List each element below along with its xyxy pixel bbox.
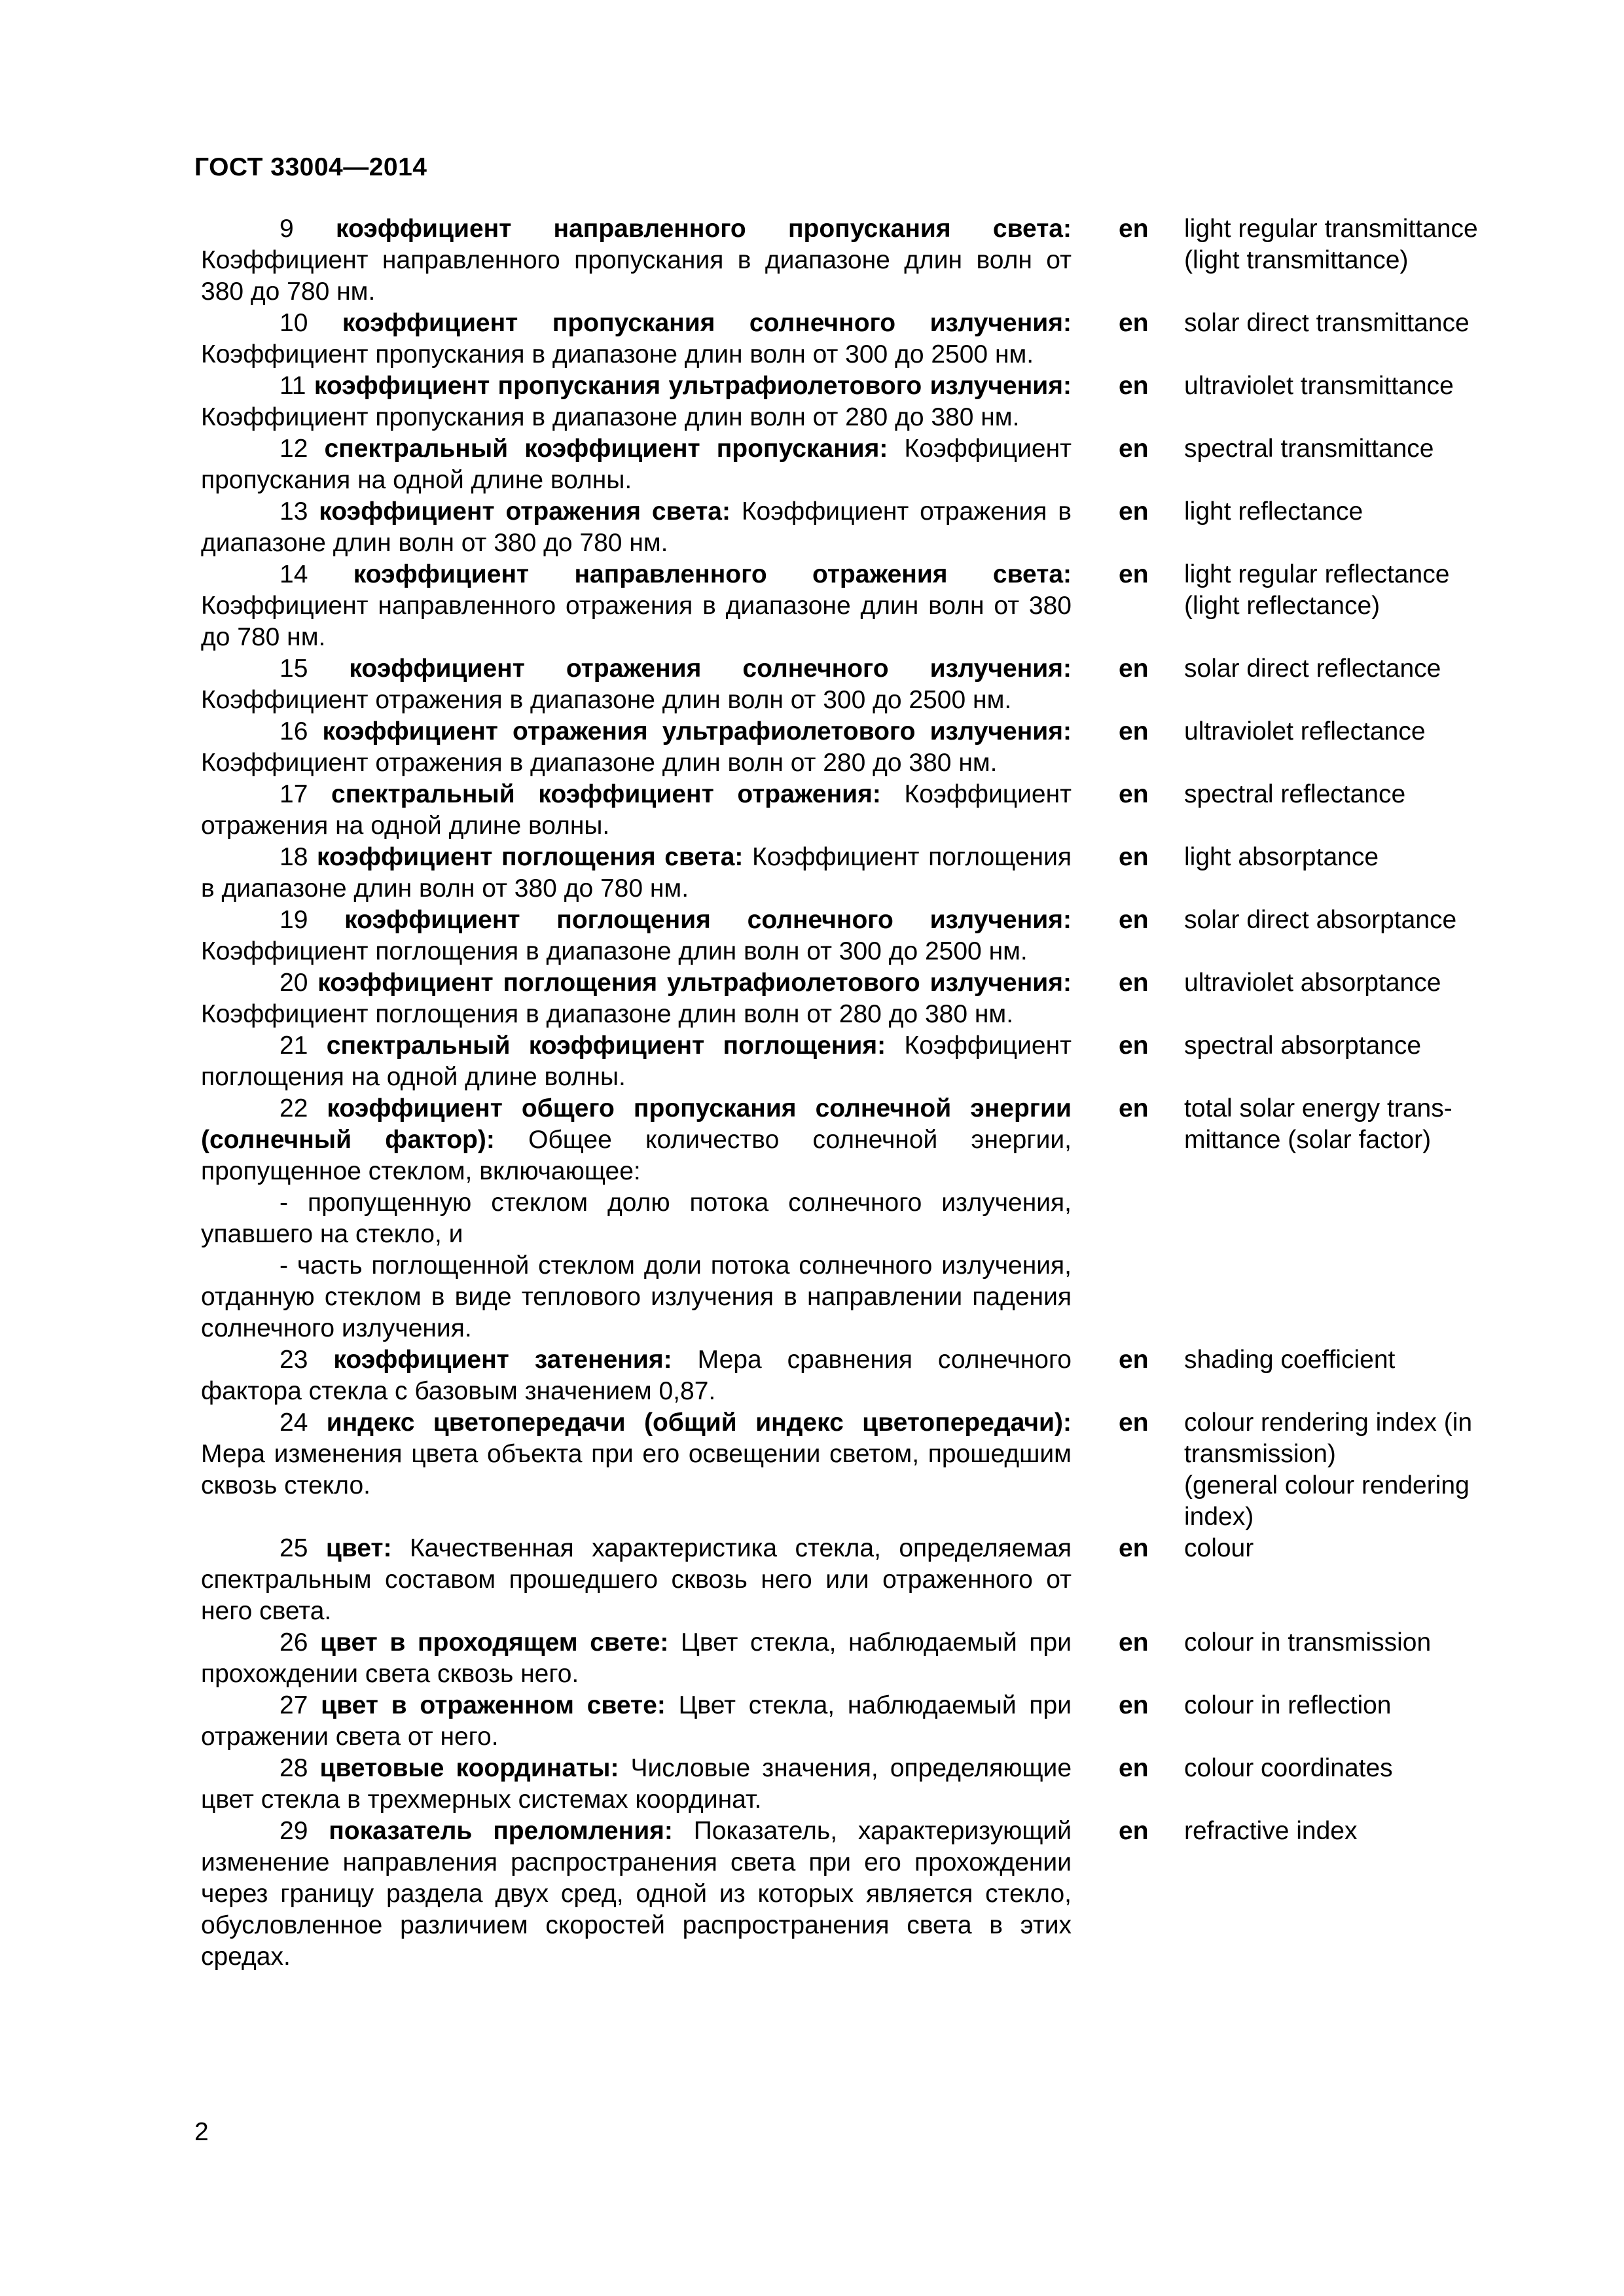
term-entry-11 — [201, 370, 1530, 433]
term-name: цветовые координаты: — [319, 1754, 619, 1782]
term-entry-13 — [201, 496, 1530, 559]
term-english: light absorptance — [1184, 843, 1379, 871]
term-definition: Коэффициент отражения в диапазоне длин волн от 380 до 780 нм. — [201, 497, 1072, 557]
language-code: en — [1119, 1031, 1149, 1060]
term-number: 21 — [280, 1031, 308, 1060]
term-number: 16 — [280, 717, 308, 745]
definition-bullet: - пропущенную стеклом долю потока солнечного излучения, упавшего на стекло, и — [201, 1189, 1072, 1248]
term-name: спектральный коэффициент пропускания: — [324, 435, 888, 463]
term-name: показатель преломления: — [329, 1817, 673, 1845]
term-name: коэффициент пропускания ультрафиолетового излучения: — [314, 372, 1072, 400]
language-code: en — [1119, 1346, 1149, 1374]
term-definition-ru — [201, 1753, 1072, 1816]
term-english: colour — [1184, 1534, 1254, 1562]
term-definition-ru — [201, 779, 1072, 842]
term-definition: Общее количество солнечной энергии, пропущенное стеклом, включающее: — [201, 1126, 1072, 1185]
term-definition: Коэффициент поглощения на одной длине волны. — [201, 1031, 1072, 1091]
term-definition-ru — [201, 370, 1072, 433]
language-code: en — [1119, 372, 1149, 400]
term-english: solar direct reflectance — [1184, 655, 1441, 683]
term-definition-ru — [201, 1093, 1072, 1344]
term-number: 20 — [280, 969, 308, 997]
term-entry-15 — [201, 653, 1530, 716]
term-definition: Мера изменения цвета объекта при его освещении светом, прошедшим сквозь стекло. — [201, 1440, 1072, 1499]
term-number: 23 — [280, 1346, 308, 1374]
language-code: en — [1119, 969, 1149, 997]
language-code: en — [1119, 215, 1149, 243]
term-number: 28 — [280, 1754, 308, 1782]
term-definition-ru — [201, 213, 1072, 308]
term-name: коэффициент отражения солнечного излучения: — [349, 655, 1072, 683]
term-definition-ru — [201, 433, 1072, 496]
term-number: 22 — [280, 1094, 308, 1122]
term-definition: Коэффициент поглощения в диапазоне длин волн от 380 до 780 нм. — [201, 843, 1072, 903]
term-number: 11 — [280, 372, 306, 400]
term-name: коэффициент направленного пропускания света: — [335, 215, 1072, 243]
language-code: en — [1119, 655, 1149, 683]
term-definition-ru — [201, 1030, 1072, 1093]
language-code: en — [1119, 843, 1149, 871]
term-english: total solar energy trans- mittance (solar factor) — [1184, 1094, 1453, 1154]
term-entry-29 — [201, 1816, 1530, 1973]
term-number: 10 — [280, 309, 308, 337]
term-definition-ru — [201, 716, 1072, 779]
term-name: коэффициент поглощения ультрафиолетового излучения: — [317, 969, 1072, 997]
term-entry-24 — [201, 1407, 1530, 1533]
language-code: en — [1119, 1628, 1149, 1657]
term-definition: Мера сравнения солнечного фактора стекла с базовым значением 0,87. — [201, 1346, 1072, 1405]
term-number: 17 — [280, 780, 308, 808]
term-definition-ru — [201, 1816, 1072, 1973]
term-definition: Коэффициент пропускания на одной длине волны. — [201, 435, 1072, 494]
term-name: коэффициент пропускания солнечного излучения: — [342, 309, 1072, 337]
term-english: ultraviolet absorptance — [1184, 969, 1441, 997]
term-definition-ru — [201, 842, 1072, 905]
term-name: коэффициент поглощения солнечного излучения: — [344, 906, 1072, 934]
term-english: spectral transmittance — [1184, 435, 1434, 463]
term-definition-ru — [201, 1407, 1072, 1501]
term-definition: Коэффициент отражения на одной длине волны. — [201, 780, 1072, 840]
term-english: light reflectance — [1184, 497, 1363, 526]
language-code: en — [1119, 1817, 1149, 1845]
term-name: индекс цветопередачи (общий индекс цветопередачи): — [326, 1408, 1072, 1437]
term-english: solar direct absorptance — [1184, 906, 1457, 934]
term-english: shading coefficient — [1184, 1346, 1396, 1374]
term-english: colour in reflection — [1184, 1691, 1392, 1719]
language-code: en — [1119, 1534, 1149, 1562]
document-header: ГОСТ 33004—2014 — [194, 153, 427, 181]
language-code: en — [1119, 435, 1149, 463]
term-definition: Цвет стекла, наблюдаемый при прохождении света сквозь него. — [201, 1628, 1072, 1688]
term-definition-ru — [201, 653, 1072, 716]
term-definition-ru — [201, 905, 1072, 967]
term-number: 29 — [280, 1817, 308, 1845]
term-number: 24 — [280, 1408, 308, 1437]
term-number: 27 — [280, 1691, 308, 1719]
term-number: 14 — [280, 560, 308, 588]
term-entry-17 — [201, 779, 1530, 842]
term-name: коэффициент отражения ультрафиолетового излучения: — [322, 717, 1072, 745]
term-definition: Коэффициент отражения в диапазоне длин волн от 300 до 2500 нм. — [201, 686, 1012, 714]
term-definition: Коэффициент поглощения в диапазоне длин волн от 280 до 380 нм. — [201, 1000, 1014, 1028]
term-definition: Коэффициент пропускания в диапазоне длин волн от 280 до 380 нм. — [201, 403, 1020, 431]
language-code: en — [1119, 497, 1149, 526]
term-entry-9 — [201, 213, 1530, 308]
term-number: 26 — [280, 1628, 308, 1657]
language-code: en — [1119, 717, 1149, 745]
term-definition-ru — [201, 967, 1072, 1030]
term-name: коэффициент затенения: — [333, 1346, 672, 1374]
term-definition: Показатель, характеризующий изменение направления распространения света при его прохождении через границу раздела двух сред, одной из которых является стекло, обусловленное различием скоростей распространения света в этих средах. — [201, 1817, 1072, 1971]
term-definition-ru — [201, 308, 1072, 370]
term-entry-25 — [201, 1533, 1530, 1627]
term-name: коэффициент отражения света: — [319, 497, 731, 526]
language-code: en — [1119, 780, 1149, 808]
language-code: en — [1119, 309, 1149, 337]
term-entry-27 — [201, 1690, 1530, 1753]
term-english: solar direct transmittance — [1184, 309, 1470, 337]
term-name: спектральный коэффициент поглощения: — [326, 1031, 886, 1060]
term-entry-23 — [201, 1344, 1530, 1407]
term-definition: Коэффициент направленного отражения в диапазоне длин волн от 380 до 780 нм. — [201, 592, 1072, 651]
term-name: коэффициент общего пропускания солнечной энергии (солнечный фактор): — [201, 1094, 1072, 1154]
term-entry-26 — [201, 1627, 1530, 1690]
page-number: 2 — [194, 2118, 209, 2146]
language-code: en — [1119, 1408, 1149, 1437]
term-definition: Качественная характеристика стекла, определяемая спектральным составом прошедшего сквозь него или отраженного от него света. — [201, 1534, 1072, 1625]
term-number: 12 — [280, 435, 308, 463]
term-definition-ru — [201, 1344, 1072, 1407]
term-english: colour coordinates — [1184, 1754, 1393, 1782]
term-english: ultraviolet reflectance — [1184, 717, 1426, 745]
term-english: colour rendering index (in transmission) (general colour rendering index) — [1184, 1408, 1473, 1531]
language-code: en — [1119, 1691, 1149, 1719]
term-entry-10 — [201, 308, 1530, 370]
term-definition-ru — [201, 559, 1072, 653]
term-english: ultraviolet transmittance — [1184, 372, 1454, 400]
term-number: 25 — [280, 1534, 308, 1562]
term-english: refractive index — [1184, 1817, 1358, 1845]
term-entry-19 — [201, 905, 1530, 967]
language-code: en — [1119, 560, 1149, 588]
term-number: 9 — [280, 215, 294, 243]
term-name: коэффициент поглощения света: — [317, 843, 744, 871]
term-definition: Коэффициент поглощения в диапазоне длин волн от 300 до 2500 нм. — [201, 937, 1028, 965]
terms-list — [201, 213, 1530, 1973]
term-definition-ru — [201, 496, 1072, 559]
term-entry-14 — [201, 559, 1530, 653]
term-number: 18 — [280, 843, 308, 871]
term-english: light regular reflectance (light reflectance) — [1184, 560, 1450, 620]
term-definition: Цвет стекла, наблюдаемый при отражении света от него. — [201, 1691, 1072, 1751]
term-english: spectral absorptance — [1184, 1031, 1422, 1060]
term-definition-ru — [201, 1533, 1072, 1627]
language-code: en — [1119, 906, 1149, 934]
term-definition-ru — [201, 1627, 1072, 1690]
term-entry-12 — [201, 433, 1530, 496]
term-number: 15 — [280, 655, 308, 683]
term-definition: Коэффициент пропускания в диапазоне длин волн от 300 до 2500 нм. — [201, 340, 1034, 368]
term-number: 13 — [280, 497, 308, 526]
term-entry-22 — [201, 1093, 1530, 1344]
term-number: 19 — [280, 906, 308, 934]
term-definition-ru — [201, 1690, 1072, 1753]
term-entry-16 — [201, 716, 1530, 779]
term-name: коэффициент направленного отражения света: — [353, 560, 1072, 588]
term-entry-21 — [201, 1030, 1530, 1093]
term-entry-28 — [201, 1753, 1530, 1816]
language-code: en — [1119, 1094, 1149, 1122]
term-english: spectral reflectance — [1184, 780, 1406, 808]
definition-bullet: - часть поглощенной стеклом доли потока солнечного излучения, отданную стеклом в виде теплового излучения в направлении падения солнечного излучения. — [201, 1251, 1072, 1342]
term-name: цвет в проходящем свете: — [320, 1628, 669, 1657]
term-entry-20 — [201, 967, 1530, 1030]
language-code: en — [1119, 1754, 1149, 1782]
term-english: colour in transmission — [1184, 1628, 1432, 1657]
term-entry-18 — [201, 842, 1530, 905]
term-name: цвет: — [325, 1534, 392, 1562]
term-definition: Коэффициент отражения в диапазоне длин волн от 280 до 380 нм. — [201, 749, 998, 777]
term-name: спектральный коэффициент отражения: — [331, 780, 881, 808]
term-definition: Коэффициент направленного пропускания в диапазоне длин волн от 380 до 780 нм. — [201, 246, 1072, 306]
term-definition: Числовые значения, определяющие цвет стекла в трехмерных системах координат. — [201, 1754, 1072, 1814]
term-name: цвет в отраженном свете: — [321, 1691, 666, 1719]
term-english: light regular transmittance (light transmittance) — [1184, 215, 1478, 274]
